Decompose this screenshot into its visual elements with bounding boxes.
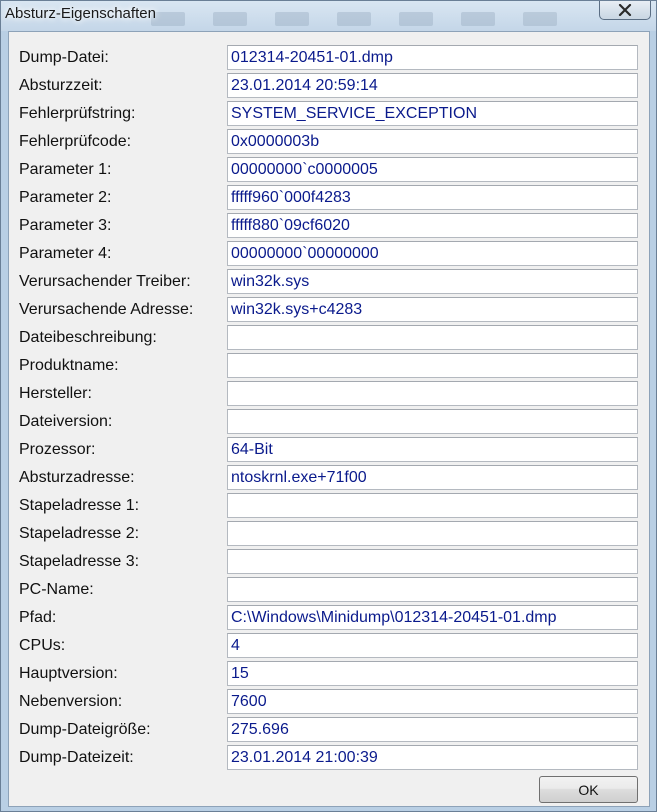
property-row [9,437,649,463]
property-label: Dateibeschreibung: [19,329,157,346]
ghost-item [337,12,371,26]
property-label: Pfad: [19,609,57,626]
property-label: Dump-Dateigröße: [19,721,151,738]
property-label: Dump-Dateizeit: [19,749,134,766]
property-label: Stapeladresse 2: [19,525,140,542]
property-label: Fehlerprüfcode: [19,133,132,150]
property-row [9,577,649,603]
close-button[interactable] [599,1,651,20]
property-label: Parameter 3: [19,217,112,234]
property-row [9,661,649,687]
property-label: Prozessor: [19,441,96,458]
background-taskbar-ghost [151,9,591,29]
property-label: Fehlerprüfstring: [19,105,136,122]
property-row [9,157,649,183]
property-label: Absturzadresse: [19,469,135,486]
property-row [9,129,649,155]
ghost-item [151,12,185,26]
property-row [9,745,649,771]
property-row [9,493,649,519]
ghost-item [461,12,495,26]
ghost-item [523,12,557,26]
property-value-field[interactable] [227,353,638,378]
property-value-field[interactable]: 0x0000003b [227,129,638,154]
property-value-field[interactable] [227,325,638,350]
property-value-field[interactable]: 7600 [227,689,638,714]
property-row [9,605,649,631]
property-value-field[interactable]: win32k.sys [227,269,638,294]
property-row [9,185,649,211]
property-value-field[interactable]: fffff960`000f4283 [227,185,638,210]
close-icon [618,4,632,16]
property-label: Verursachender Treiber: [19,273,191,290]
property-label: Hersteller: [19,385,92,402]
properties-panel [8,31,650,807]
property-row [9,73,649,99]
ghost-item [275,12,309,26]
ghost-item [399,12,433,26]
property-value-field[interactable]: C:\Windows\Minidump\012314-20451-01.dmp [227,605,638,630]
property-value-field[interactable]: 00000000`c0000005 [227,157,638,182]
property-label: Hauptversion: [19,665,118,682]
title-bar[interactable] [1,1,656,31]
property-value-field[interactable]: fffff880`09cf6020 [227,213,638,238]
property-row [9,353,649,379]
property-value-field[interactable]: 15 [227,661,638,686]
property-value-field[interactable]: SYSTEM_SERVICE_EXCEPTION [227,101,638,126]
property-row [9,241,649,267]
property-value-field[interactable] [227,521,638,546]
property-value-field[interactable]: win32k.sys+c4283 [227,297,638,322]
property-value-field[interactable] [227,409,638,434]
property-row [9,521,649,547]
property-row [9,325,649,351]
property-label: Parameter 4: [19,245,112,262]
ok-button[interactable]: OK [539,776,638,803]
property-row [9,717,649,743]
property-label: Nebenversion: [19,693,123,710]
property-value-field[interactable] [227,549,638,574]
property-label: Parameter 1: [19,161,112,178]
property-row [9,213,649,239]
property-row [9,689,649,715]
property-row [9,381,649,407]
window-title: Absturz-Eigenschaften [5,5,156,22]
property-row [9,297,649,323]
property-row [9,465,649,491]
property-value-field[interactable] [227,493,638,518]
property-value-field[interactable]: 23.01.2014 21:00:39 [227,745,638,770]
property-row [9,409,649,435]
property-row [9,633,649,659]
property-value-field[interactable]: 00000000`00000000 [227,241,638,266]
property-value-field[interactable]: ntoskrnl.exe+71f00 [227,465,638,490]
property-value-field[interactable] [227,381,638,406]
property-row [9,101,649,127]
property-label: Absturzzeit: [19,77,103,94]
ghost-item [213,12,247,26]
property-row [9,45,649,71]
property-value-field[interactable]: 275.696 [227,717,638,742]
property-label: Verursachende Adresse: [19,301,194,318]
property-label: Stapeladresse 3: [19,553,140,570]
property-value-field[interactable]: 23.01.2014 20:59:14 [227,73,638,98]
property-label: Parameter 2: [19,189,112,206]
property-label: Produktname: [19,357,119,374]
property-value-field[interactable]: 64-Bit [227,437,638,462]
property-row [9,549,649,575]
property-value-field[interactable] [227,577,638,602]
property-label: PC-Name: [19,581,94,598]
property-label: Dateiversion: [19,413,113,430]
property-value-field[interactable]: 012314-20451-01.dmp [227,45,638,70]
property-row [9,269,649,295]
property-label: Stapeladresse 1: [19,497,140,514]
property-value-field[interactable]: 4 [227,633,638,658]
property-label: CPUs: [19,637,66,654]
property-label: Dump-Datei: [19,49,109,66]
